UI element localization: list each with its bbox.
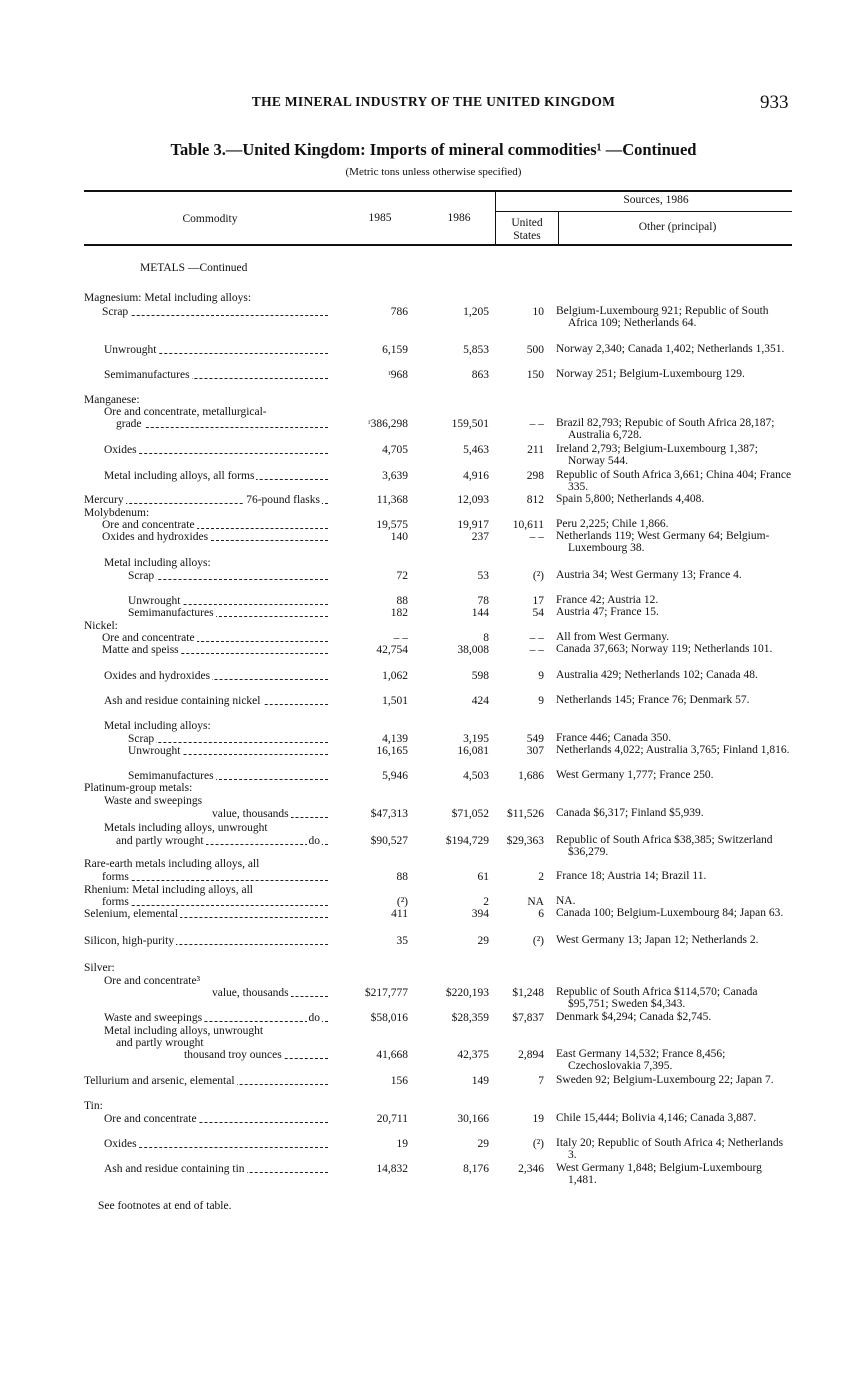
other-sources: Republic of South Africa $114,570; Canada $95,751; Sweden $4,343. bbox=[556, 986, 758, 1010]
commodity-text: Waste and sweepings bbox=[104, 1012, 203, 1024]
value-1986: 598 bbox=[471, 670, 489, 682]
footnote-reference: See footnotes at end of table. bbox=[98, 1200, 232, 1212]
commodity-label bbox=[84, 884, 255, 896]
value-1985: 786 bbox=[390, 306, 408, 318]
dot-leader bbox=[102, 315, 328, 316]
value-united-states: 19 bbox=[532, 1113, 544, 1125]
value-united-states: 9 bbox=[538, 695, 544, 707]
commodity-label bbox=[102, 519, 328, 531]
other-sources: Sweden 92; Belgium-Luxembourg 22; Japan 7. bbox=[556, 1074, 774, 1086]
commodity-label bbox=[104, 1012, 328, 1024]
value-1986: 12,093 bbox=[457, 494, 489, 506]
value-united-states: 812 bbox=[526, 494, 544, 506]
sources-rule bbox=[495, 211, 792, 212]
commodity-label bbox=[102, 632, 328, 644]
commodity-text: Metal including alloys: bbox=[104, 720, 211, 732]
commodity-text: Metal including alloys, unwrought bbox=[104, 1025, 264, 1037]
other-sources: Italy 20; Republic of South Africa 4; Netherlands 3. bbox=[556, 1137, 784, 1161]
other-sources: West Germany 1,777; France 250. bbox=[556, 769, 714, 781]
commodity-text: Ash and residue containing nickel bbox=[104, 695, 261, 707]
commodity-label bbox=[104, 670, 328, 682]
value-united-states: 549 bbox=[526, 733, 544, 745]
commodity-text: and partly wrought bbox=[116, 1037, 204, 1049]
value-united-states: 2,346 bbox=[518, 1163, 544, 1175]
value-1985: 41,668 bbox=[376, 1049, 408, 1061]
dot-leader bbox=[116, 427, 328, 428]
value-1985: 14,832 bbox=[376, 1163, 408, 1175]
table-top-rule bbox=[84, 190, 792, 192]
commodity-text: Oxides and hydroxides bbox=[102, 531, 209, 543]
value-1985: 140 bbox=[390, 531, 408, 543]
value-1986: 1,205 bbox=[463, 306, 489, 318]
other-sources: Chile 15,444; Bolivia 4,146; Canada 3,887. bbox=[556, 1112, 757, 1124]
other-sources: Netherlands 4,022; Australia 3,765; Finland 1,816. bbox=[556, 744, 790, 756]
commodity-text: and partly wrought bbox=[116, 835, 204, 847]
commodity-label bbox=[102, 896, 328, 908]
value-1985: 156 bbox=[390, 1075, 408, 1087]
other-sources: Spain 5,800; Netherlands 4,408. bbox=[556, 493, 705, 505]
value-1985: 35 bbox=[396, 935, 408, 947]
value-united-states: 2,894 bbox=[518, 1049, 544, 1061]
value-1985: 6,159 bbox=[382, 344, 408, 356]
value-united-states: 1,686 bbox=[518, 770, 544, 782]
value-1986: 144 bbox=[471, 607, 489, 619]
commodity-text: Silicon, high-purity bbox=[84, 935, 175, 947]
dot-leader bbox=[128, 579, 328, 580]
value-united-states: 9 bbox=[538, 670, 544, 682]
value-united-states: (²) bbox=[532, 935, 544, 947]
commodity-label bbox=[128, 733, 328, 745]
commodity-text: Ore and concentrate bbox=[102, 632, 195, 644]
value-1985: ʳ968 bbox=[388, 369, 408, 381]
value-1985: 3,639 bbox=[382, 470, 408, 482]
value-united-states: – – bbox=[529, 418, 544, 430]
value-1985: 19,575 bbox=[376, 519, 408, 531]
value-1986: 159,501 bbox=[451, 418, 489, 430]
commodity-label bbox=[212, 987, 328, 999]
commodity-label bbox=[104, 822, 270, 834]
commodity-text: Matte and speiss bbox=[102, 644, 179, 656]
commodity-text: Rare-earth metals including alloys, all bbox=[84, 858, 260, 870]
other-sources: Republic of South Africa 3,661; China 404; France 335. bbox=[556, 469, 792, 493]
value-1985: 411 bbox=[391, 908, 408, 920]
other-sources: All from West Germany. bbox=[556, 631, 670, 643]
commodity-text: value, thousands bbox=[212, 808, 289, 820]
commodity-label bbox=[104, 344, 328, 356]
commodity-label bbox=[116, 418, 328, 430]
commodity-text: Ore and concentrate bbox=[104, 1113, 197, 1125]
commodity-label bbox=[104, 975, 202, 987]
commodity-label bbox=[84, 507, 151, 519]
value-1986: 3,195 bbox=[463, 733, 489, 745]
other-sources: West Germany 13; Japan 12; Netherlands 2. bbox=[556, 934, 759, 946]
dot-leader bbox=[102, 905, 328, 906]
value-united-states: 298 bbox=[526, 470, 544, 482]
value-united-states: 6 bbox=[538, 908, 544, 920]
value-1986: 38,008 bbox=[457, 644, 489, 656]
value-united-states: 150 bbox=[526, 369, 544, 381]
value-united-states: 17 bbox=[532, 595, 544, 607]
other-sources: Netherlands 145; France 76; Denmark 57. bbox=[556, 694, 750, 706]
value-1986: 42,375 bbox=[457, 1049, 489, 1061]
value-united-states: – – bbox=[529, 644, 544, 656]
table-subtitle: (Metric tons unless otherwise specified) bbox=[345, 166, 522, 178]
commodity-label bbox=[104, 406, 269, 418]
commodity-label bbox=[84, 858, 261, 870]
us-column-divider bbox=[558, 212, 559, 244]
commodity-label bbox=[102, 871, 328, 883]
commodity-label bbox=[104, 795, 204, 807]
col-1986: 1986 bbox=[447, 212, 471, 224]
other-sources: Netherlands 119; West Germany 64; Belgium-Luxembourg 38. bbox=[556, 530, 770, 554]
commodity-text: Oxides bbox=[104, 444, 137, 456]
commodity-text: Molybdenum: bbox=[84, 507, 150, 519]
value-1985: 16,165 bbox=[376, 745, 408, 757]
commodity-text: Unwrought bbox=[128, 745, 181, 757]
value-1985: ʳ386,298 bbox=[368, 418, 408, 430]
other-sources: Canada 37,663; Norway 119; Netherlands 101. bbox=[556, 643, 773, 655]
value-1986: $28,359 bbox=[451, 1012, 489, 1024]
value-1985: 182 bbox=[390, 607, 408, 619]
value-1986: 53 bbox=[477, 570, 489, 582]
value-1985: 88 bbox=[396, 595, 408, 607]
commodity-text: Metals including alloys, unwrought bbox=[104, 822, 268, 834]
commodity-text: Semimanufactures bbox=[128, 770, 214, 782]
commodity-label bbox=[104, 1113, 328, 1125]
value-united-states: 54 bbox=[532, 607, 544, 619]
value-united-states: (²) bbox=[532, 1138, 544, 1150]
value-1985: (²) bbox=[396, 896, 408, 908]
other-sources: Norway 2,340; Canada 1,402; Netherlands 1,351. bbox=[556, 343, 785, 355]
other-sources: Norway 251; Belgium-Luxembourg 129. bbox=[556, 368, 745, 380]
value-united-states: $7,837 bbox=[512, 1012, 544, 1024]
commodity-text: Platinum-group metals: bbox=[84, 782, 193, 794]
value-1986: 16,081 bbox=[457, 745, 489, 757]
unit-text: 76-pound flasks bbox=[246, 494, 320, 506]
value-united-states: 500 bbox=[526, 344, 544, 356]
commodity-text: grade bbox=[116, 418, 142, 430]
value-united-states: $1,248 bbox=[512, 987, 544, 999]
commodity-label bbox=[102, 531, 328, 543]
value-1986: 394 bbox=[471, 908, 489, 920]
header-bottom-rule bbox=[84, 244, 792, 246]
value-1986: $194,729 bbox=[445, 835, 489, 847]
value-1986: $220,193 bbox=[445, 987, 489, 999]
commodity-label bbox=[104, 1138, 328, 1150]
commodity-label bbox=[84, 494, 328, 506]
col-other-principal: Other (principal) bbox=[638, 221, 717, 233]
value-united-states: 307 bbox=[526, 745, 544, 757]
commodity-text: Ash and residue containing tin bbox=[104, 1163, 245, 1175]
commodity-text: Unwrought bbox=[104, 344, 157, 356]
value-united-states: (²) bbox=[532, 570, 544, 582]
other-sources: Austria 47; France 15. bbox=[556, 606, 659, 618]
commodity-label bbox=[102, 306, 328, 318]
page-number: 933 bbox=[760, 92, 789, 113]
value-1985: 5,946 bbox=[382, 770, 408, 782]
other-sources: East Germany 14,532; France 8,456; Czechoslovakia 7,395. bbox=[556, 1048, 726, 1072]
commodity-text: thousand troy ounces bbox=[184, 1049, 282, 1061]
commodity-label bbox=[84, 962, 117, 974]
value-1986: 2 bbox=[483, 896, 489, 908]
value-1986: 30,166 bbox=[457, 1113, 489, 1125]
value-1985: $47,313 bbox=[370, 808, 408, 820]
commodity-text: Waste and sweepings bbox=[104, 795, 203, 807]
commodity-label bbox=[84, 908, 328, 920]
unit-text: do bbox=[308, 1012, 320, 1024]
commodity-label bbox=[212, 808, 328, 820]
commodity-text: Oxides and hydroxides bbox=[104, 670, 211, 682]
value-united-states: 2 bbox=[538, 871, 544, 883]
other-sources: Brazil 82,793; Repubic of South Africa 28,187; Australia 6,728. bbox=[556, 417, 775, 441]
value-1986: 4,916 bbox=[463, 470, 489, 482]
commodity-text: Selenium, elemental bbox=[84, 908, 178, 920]
commodity-label bbox=[116, 1037, 206, 1049]
other-sources: Peru 2,225; Chile 1,866. bbox=[556, 518, 669, 530]
value-1986: 8,176 bbox=[463, 1163, 489, 1175]
value-united-states: 7 bbox=[538, 1075, 544, 1087]
value-1985: 4,705 bbox=[382, 444, 408, 456]
running-title: THE MINERAL INDUSTRY OF THE UNITED KINGDOM bbox=[251, 94, 616, 109]
commodity-text: Magnesium: Metal including alloys: bbox=[84, 292, 252, 304]
value-1986: 5,853 bbox=[463, 344, 489, 356]
commodity-text: Metal including alloys, all forms bbox=[104, 470, 255, 482]
commodity-text: Metal including alloys: bbox=[104, 557, 211, 569]
col-1985: 1985 bbox=[368, 212, 392, 224]
commodity-label bbox=[128, 770, 328, 782]
value-1986: 78 bbox=[477, 595, 489, 607]
other-sources: France 42; Austria 12. bbox=[556, 594, 659, 606]
other-sources: West Germany 1,848; Belgium-Luxembourg 1,481. bbox=[556, 1162, 762, 1186]
commodity-text: Scrap bbox=[102, 306, 129, 318]
other-sources: Denmark $4,294; Canada $2,745. bbox=[556, 1011, 712, 1023]
value-1985: 19 bbox=[396, 1138, 408, 1150]
value-1986: 863 bbox=[471, 369, 489, 381]
value-united-states: $11,526 bbox=[507, 808, 544, 820]
commodity-text: Tellurium and arsenic, elemental bbox=[84, 1075, 235, 1087]
value-1986: 19,917 bbox=[457, 519, 489, 531]
value-united-states: $29,363 bbox=[506, 835, 544, 847]
commodity-label bbox=[104, 369, 328, 381]
value-1986: 61 bbox=[477, 871, 489, 883]
value-1985: $58,016 bbox=[370, 1012, 408, 1024]
other-sources: Australia 429; Netherlands 102; Canada 48. bbox=[556, 669, 758, 681]
dot-leader bbox=[128, 742, 328, 743]
sources-left-divider bbox=[495, 191, 496, 244]
value-united-states: 211 bbox=[527, 444, 544, 456]
commodity-text: value, thousands bbox=[212, 987, 289, 999]
value-1985: 11,368 bbox=[376, 494, 408, 506]
commodity-text: Silver: bbox=[84, 962, 115, 974]
value-1986: $71,052 bbox=[451, 808, 489, 820]
commodity-label bbox=[84, 1075, 328, 1087]
other-sources: Republic of South Africa $38,385; Switzerland $36,279. bbox=[556, 834, 773, 858]
commodity-text: Ore and concentrate bbox=[102, 519, 195, 531]
commodity-label bbox=[102, 644, 328, 656]
commodity-label bbox=[128, 570, 328, 582]
value-1985: 88 bbox=[396, 871, 408, 883]
value-1985: 42,754 bbox=[376, 644, 408, 656]
commodity-label bbox=[184, 1049, 328, 1061]
commodity-text: forms bbox=[102, 871, 129, 883]
table-title: Table 3.—United Kingdom: Imports of mineral commodities¹ —Continued bbox=[170, 140, 697, 159]
value-united-states: – – bbox=[529, 531, 544, 543]
commodity-label bbox=[116, 835, 328, 847]
col-united-states: United States bbox=[511, 217, 543, 242]
commodity-label bbox=[128, 607, 328, 619]
commodity-label bbox=[128, 745, 328, 757]
commodity-text: Mercury bbox=[84, 494, 124, 506]
value-1986: 29 bbox=[477, 935, 489, 947]
commodity-label bbox=[128, 595, 328, 607]
commodity-text: Scrap bbox=[128, 733, 155, 745]
other-sources: Belgium-Luxembourg 921; Republic of South Africa 109; Netherlands 64. bbox=[556, 305, 769, 329]
value-united-states: 10,611 bbox=[512, 519, 544, 531]
commodity-label bbox=[84, 935, 328, 947]
value-1985: 72 bbox=[396, 570, 408, 582]
unit-text: do bbox=[308, 835, 320, 847]
value-1985: 20,711 bbox=[376, 1113, 408, 1125]
commodity-label bbox=[84, 620, 120, 632]
commodity-text: Rhenium: Metal including alloys, all bbox=[84, 884, 253, 896]
commodity-label bbox=[104, 557, 213, 569]
commodity-label bbox=[104, 695, 328, 707]
other-sources: Austria 34; West Germany 13; France 4. bbox=[556, 569, 742, 581]
other-sources: Ireland 2,793; Belgium-Luxembourg 1,387; Norway 544. bbox=[556, 443, 758, 467]
commodity-text: Semimanufactures bbox=[128, 607, 214, 619]
value-1985: 1,062 bbox=[382, 670, 408, 682]
commodity-text: Nickel: bbox=[84, 620, 118, 632]
section-heading: METALS —Continued bbox=[140, 262, 248, 274]
other-sources: NA. bbox=[556, 895, 576, 907]
commodity-label bbox=[104, 444, 328, 456]
value-united-states: – – bbox=[529, 632, 544, 644]
commodity-label bbox=[84, 394, 142, 406]
other-sources: Canada 100; Belgium-Luxembourg 84; Japan 63. bbox=[556, 907, 784, 919]
commodity-text: Oxides bbox=[104, 1138, 137, 1150]
value-1985: 1,501 bbox=[382, 695, 408, 707]
commodity-label bbox=[84, 1100, 105, 1112]
value-1985: 4,139 bbox=[382, 733, 408, 745]
commodity-text: Unwrought bbox=[128, 595, 181, 607]
value-1986: 5,463 bbox=[463, 444, 489, 456]
commodity-label bbox=[84, 292, 253, 304]
value-1985: – – bbox=[393, 632, 408, 644]
other-sources: France 18; Austria 14; Brazil 11. bbox=[556, 870, 707, 882]
commodity-text: Semimanufactures bbox=[104, 369, 190, 381]
col-commodity: Commodity bbox=[182, 213, 238, 225]
commodity-label bbox=[104, 1025, 265, 1037]
col-sources: Sources, 1986 bbox=[623, 194, 689, 206]
value-1986: 237 bbox=[471, 531, 489, 543]
commodity-text: Manganese: bbox=[84, 394, 140, 406]
value-1986: 149 bbox=[471, 1075, 489, 1087]
other-sources: France 446; Canada 350. bbox=[556, 732, 671, 744]
other-sources: Canada $6,317; Finland $5,939. bbox=[556, 807, 704, 819]
commodity-label bbox=[104, 1163, 328, 1175]
value-united-states: NA bbox=[527, 896, 544, 908]
commodity-text: Ore and concentrate³ bbox=[104, 975, 201, 987]
commodity-text: Ore and concentrate, metallurgical- bbox=[104, 406, 267, 418]
value-1986: 4,503 bbox=[463, 770, 489, 782]
value-united-states: 10 bbox=[532, 306, 544, 318]
value-1986: 8 bbox=[483, 632, 489, 644]
commodity-text: Tin: bbox=[84, 1100, 103, 1112]
value-1985: $217,777 bbox=[364, 987, 408, 999]
commodity-label bbox=[84, 782, 194, 794]
value-1986: 29 bbox=[477, 1138, 489, 1150]
commodity-text: forms bbox=[102, 896, 129, 908]
value-1985: $90,527 bbox=[370, 835, 408, 847]
commodity-text: Scrap bbox=[128, 570, 155, 582]
dot-leader bbox=[102, 880, 328, 881]
commodity-label bbox=[104, 470, 328, 482]
commodity-label bbox=[104, 720, 213, 732]
value-1986: 424 bbox=[471, 695, 489, 707]
